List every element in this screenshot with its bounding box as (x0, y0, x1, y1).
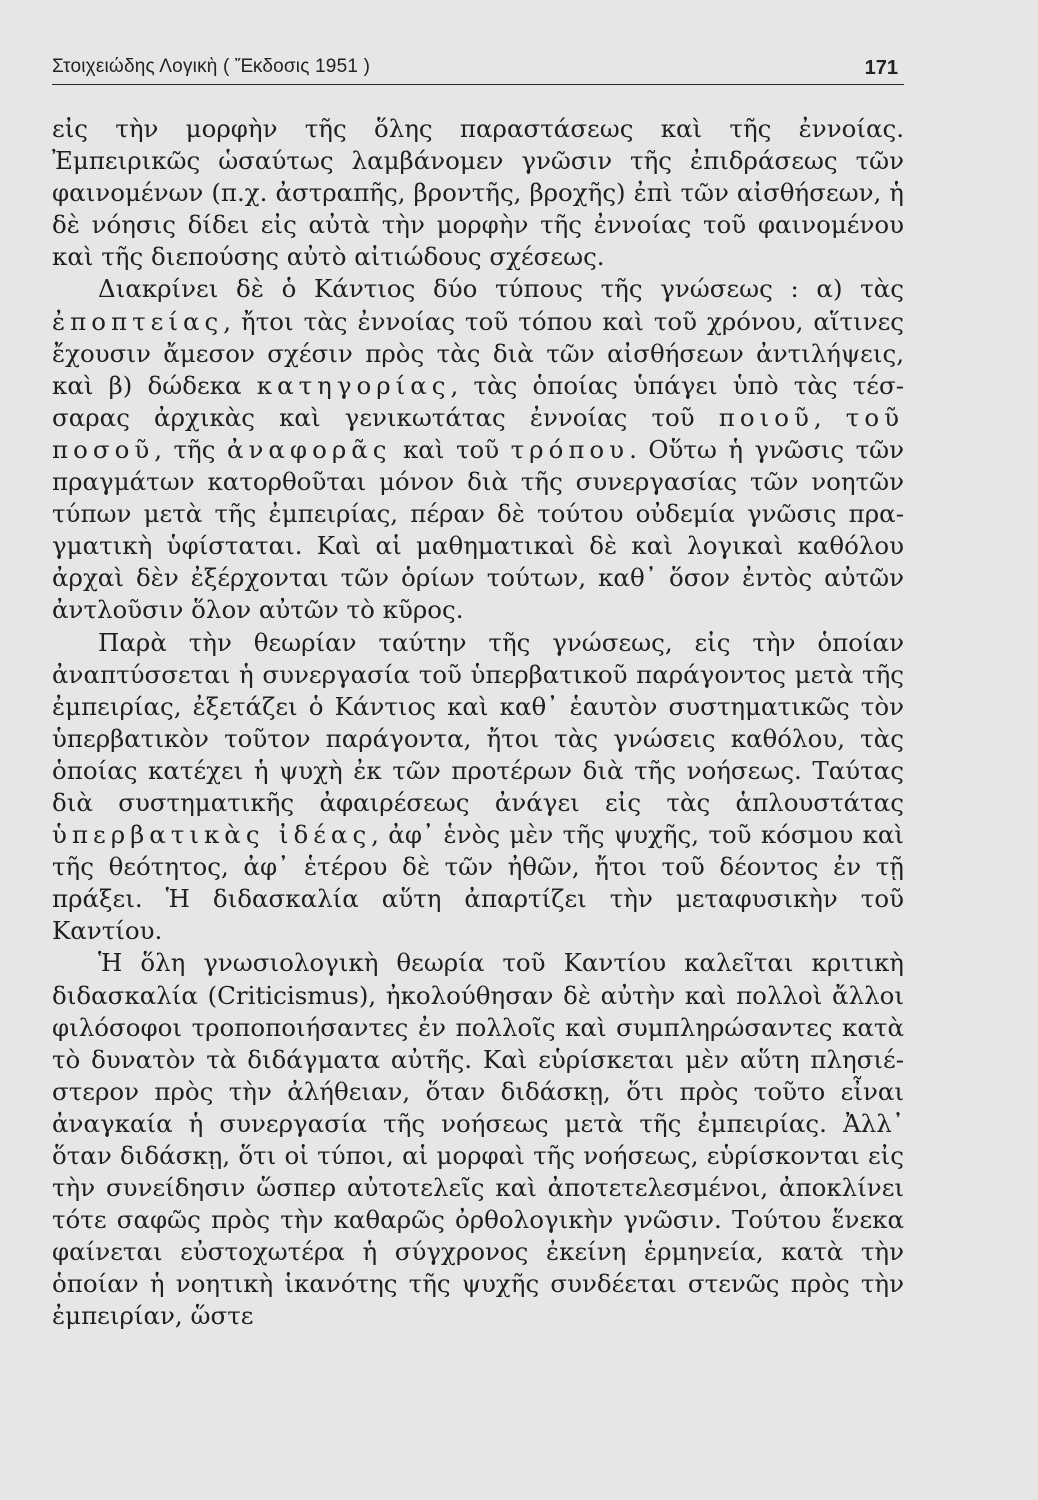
text-run: , ἤτοι τὰς ἐννοίας τοῦ τόπου καὶ τοῦ χρόνου, αἵτινες ἔχουσιν ἄμεσον σχέσιν πρὸς τὰς διὰ τῶν αἰσθήσεων ἀντιλήψεις, καὶ β) δώδεκα (52, 306, 904, 400)
text-run: , τῆς (154, 434, 227, 464)
spaced-term: τοῦ ποσοῦ (52, 402, 904, 464)
body-text (52, 113, 904, 1333)
text-run: Παρὰ τὴν θεωρίαν ταύτην τῆς γνώσεως, εἰς τὴν ὁποίαν ἀναπτύσσεται ἡ συνεργασία τοῦ ὑπερβατικοῦ παράγοντος μετὰ τῆς ἐμπειρίας, ἐξετάζει ὁ Κάντιος καὶ καθ᾽ ἑαυτὸν συστηματικῶς τὸν ὑπερβατικὸν τοῦτον παράγοντα, ἤτοι τὰς γνώσεις καθόλου, τὰς ὁποίας κατέχει ἡ ψυχὴ ἐκ τῶν προτέρων διὰ τῆς νοήσεως. Ταύτας διὰ συστηματικῆς ἀφαιρέσεως ἀνάγει εἰς τὰς ἁπλουστάτας (52, 627, 904, 817)
spaced-term: ὑπερβατικὰς ἰδέας (52, 820, 372, 850)
page-header (52, 52, 904, 85)
text-run: , τὰς ὁποίας ὑπάγει ὑπὸ τὰς τέσσαρας ἀρχικὰς καὶ γενικωτάτας ἐννοίας τοῦ (52, 370, 904, 432)
spaced-term: ἀναφορᾶς (226, 434, 392, 464)
text-run: . Οὕτω ἡ γνῶσις τῶν πραγμάτων κατορθοῦται μόνον διὰ τῆς συνεργασίας τῶν νοητῶν τύπων μετὰ τῆς ἐμπειρίας, πέραν δὲ τούτου οὐδεμία γνῶσις πραγματικὴ ὑφίσταται. Καὶ αἱ μαθηματικαὶ δὲ καὶ λογικαὶ καθόλου ἀρχαὶ δὲν ἐξέρχονται τῶν ὁρίων τούτων, καθ᾽ ὅσον ἐντὸς αὐτῶν ἀντλοῦσιν ὅλον αὐτῶν τὸ κῦρος. (52, 434, 904, 625)
spaced-term: τρόπου (510, 434, 630, 464)
text-run: , ἀφ᾽ ἑνὸς μὲν τῆς ψυχῆς, τοῦ κόσμου καὶ τῆς θεότητος, ἀφ᾽ ἑτέρου δὲ τῶν ἠθῶν, ἤτοι τοῦ δέοντος ἐν τῇ πράξει. Ἡ διδασκαλία αὕτη ἀπαρτίζει τὴν μεταφυσικὴν τοῦ Καντίου. (52, 820, 904, 946)
spaced-term: ποιοῦ (718, 402, 814, 432)
spaced-term: ἐποπτείας (52, 306, 224, 336)
paragraph (52, 273, 904, 626)
page-number: 171 (864, 57, 898, 79)
paragraph (52, 627, 904, 948)
running-title: Στοιχειώδης Λογικὴ ( Ἔκδοσις 1951 ) (52, 56, 371, 77)
text-run: , (813, 402, 846, 432)
spaced-term: κατηγορίας (256, 370, 451, 400)
text-run: Διακρίνει δὲ ὁ Κάντιος δύο τύπους τῆς γνώσεως : α) τὰς (98, 274, 904, 304)
paragraph: Ἡ ὅλη γνωσιολογικὴ θεωρία τοῦ Καντίου καλεῖται κριτικὴ διδασκαλία (Criticismus), ἠκολούθησαν δὲ αὐτὴν καὶ πολλοὶ ἄλλοι φιλόσοφοι τροποποιήσαντες ἐν πολλοῖς καὶ συμπληρώσαντες κατὰ τὸ δυνατὸν τὰ διδάγματα αὐτῆς. Καὶ εὑρίσκεται μὲν αὕτη πλησιέστερον πρὸς τὴν ἀλήθειαν, ὅταν διδάσκῃ, ὅτι πρὸς τοῦτο εἶναι ἀναγκαία ἡ συνεργασία τῆς νοήσεως μετὰ τῆς ἐμπειρίας. Ἀλλ᾽ ὅταν διδάσκῃ, ὅτι οἱ τύποι, αἱ μορφαὶ τῆς νοήσεως, εὑρίσκονται εἰς τὴν συνείδησιν ὥσπερ αὐτοτελεῖς καὶ ἀποτετελεσμένοι, ἀποκλίνει τότε σαφῶς πρὸς τὴν καθαρῶς ὀρθολογικὴν γνῶσιν. Τούτου ἕνεκα φαίνεται εὐστοχωτέρα ἡ σύγχρονος ἐκείνη ἑρμηνεία, κατὰ τὴν ὁποίαν ἡ νοητικὴ ἱκανότης τῆς ψυχῆς συνδέεται στενῶς πρὸς τὴν ἐμπειρίαν, ὥστε (52, 948, 904, 1331)
text-run: καὶ τοῦ (391, 434, 511, 464)
paragraph: εἰς τὴν μορφὴν τῆς ὅλης παραστάσεως καὶ τῆς ἐννοίας. Ἐμπειρικῶς ὡσαύτως λαμβάνομεν γνῶσιν τῆς ἐπιδράσεως τῶν φαινομένων (π.χ. ἀστραπῆς, βροντῆς, βροχῆς) ἐπὶ τῶν αἰσθήσεων, ἡ δὲ νόησις δίδει εἰς αὐτὰ τὴν μορφὴν τῆς ἐννοίας τοῦ φαινομένου καὶ τῆς διεπούσης αὐτὸ αἰτιώδους σχέσεως. (52, 114, 904, 272)
